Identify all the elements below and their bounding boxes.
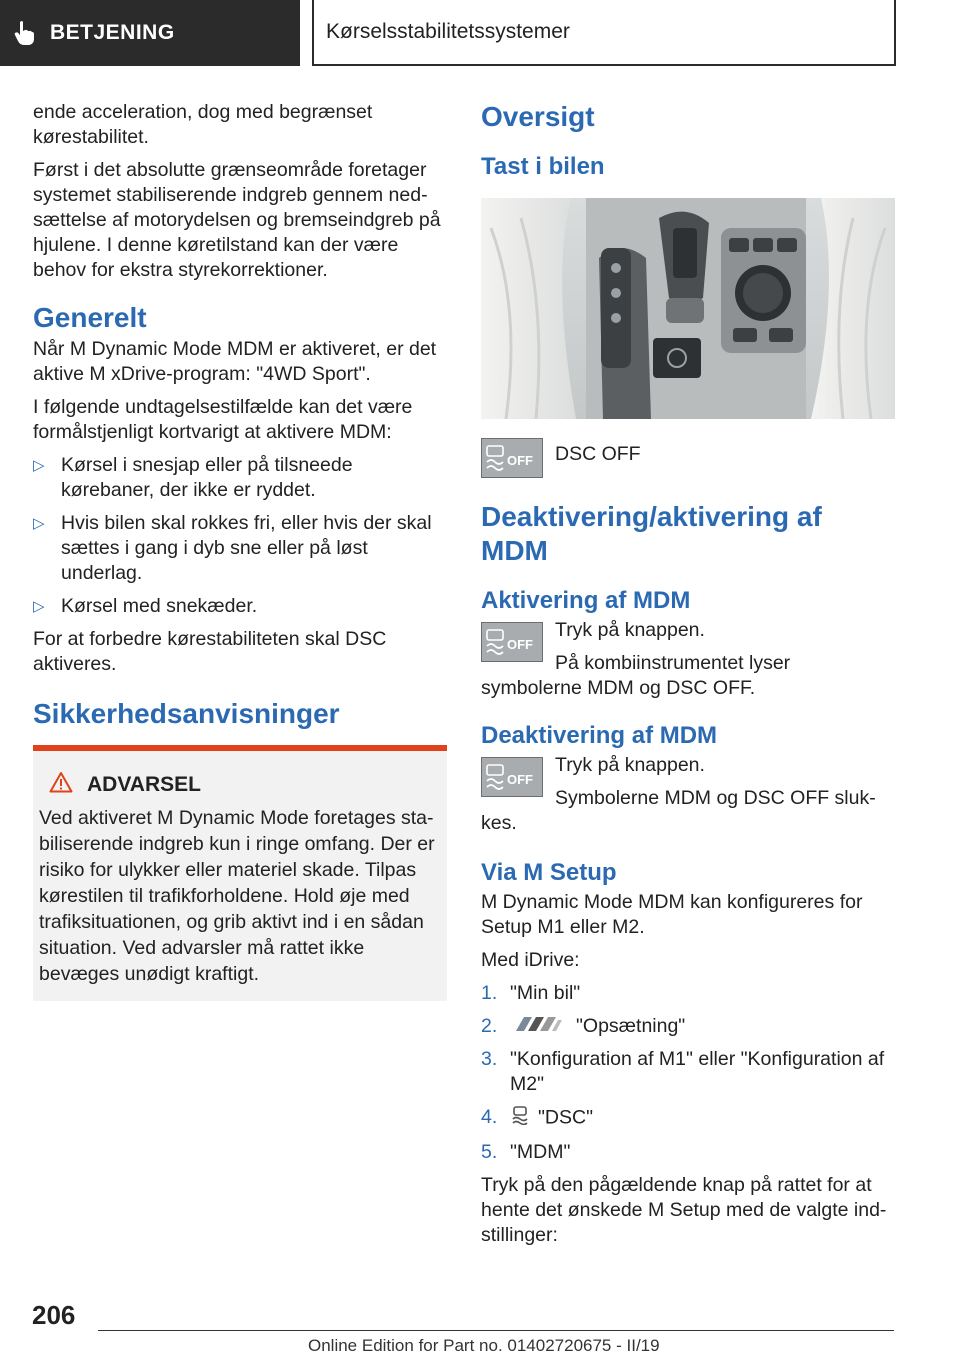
generelt-heading: Generelt [33,302,147,333]
dsc-car-icon [510,1105,530,1132]
m-stripes-icon [510,1014,568,1039]
list-item: 2. "Opsætning" [481,1014,895,1039]
deakt-heading: Deaktivering af MDM [481,722,718,749]
tast-heading: Tast i bilen [481,153,605,180]
aktivering-result: På kombiinstrumentet lyser symbolerne MDM og DSC OFF. [481,652,791,699]
generelt-paragraph-1: Når M Dynamic Mode MDM er aktiveret, er det aktive M xDrive-program: "4WD Sport". [33,338,437,385]
generelt-paragraph-2: I følgende undtagelsestilfælde kan det være formålstjenligt kortvarigt at aktivere MDM: [33,396,413,443]
exception-list [33,453,447,619]
oversigt-heading: Oversigt [481,101,595,132]
edition-text: Online Edition for Part no. 01402720675 - II/19 [308,1336,660,1355]
pointing-hand-icon [0,0,48,66]
chapter-title: Kørselsstabilitetssystemer [326,20,570,43]
dsc-off-row [481,438,895,478]
warning-title: ADVARSEL [39,771,435,799]
triangle-bullet-icon: ▷ [33,515,45,532]
list-item: 1. "Min bil" [481,982,581,1004]
dsc-off-button-icon [481,438,543,478]
idrive-label: Med iDrive: [481,949,580,971]
warning-text: Ved aktiveret M Dynamic Mode foretages stabiliserende indgreb kun i ringe omfang. Der er risiko for ulykker eller materiel skade. Tilpas kørestilen til trafikforholdene. Hold øje med trafiksituationen, og grib aktivt ind i en sådan situation. Ved advarsler må rattet ikke bevæges unødigt kraftigt. [39,807,435,985]
warning-box [33,745,447,1001]
triangle-bullet-icon: ▷ [33,457,45,474]
closing-paragraph: Tryk på den pågældende knap på rattet for at hente det ønskede M Setup med de valgte indstillinger: [481,1174,887,1247]
section-title: BETJENING [50,21,175,44]
deakt-block [481,753,895,836]
center-console-photo [481,198,895,419]
section-tab [0,0,300,66]
intro-paragraph-2: Først i det absolutte grænseområde foretager systemet stabiliserende indgreb gennem nedsættelse af motorydelsen og bremseindgreb på hjulene. I denne køretilstand kan der være behov for ekstra styrekorrektioner. [33,159,441,281]
list-item: 5. "MDM" [481,1141,571,1164]
dsc-off-button-icon [481,757,543,797]
list-item: 3. "Konfiguration af M1" eller "Konfiguration af M2" [481,1048,885,1096]
intro-paragraph-1: ende acceleration, dog med begrænset kørestabilitet. [33,101,373,148]
setup-heading: Via M Setup [481,859,617,886]
idrive-steps [481,981,895,1165]
left-column [33,100,447,1001]
svg-text:OFF: OFF [507,637,533,652]
svg-text:OFF: OFF [507,453,533,468]
list-item: ▷ Kørsel i snesjap eller på tilsneede kørebaner, der ikke er ryddet. [33,454,353,501]
svg-text:OFF: OFF [507,772,533,787]
deakt-akt-heading: Deaktivering/aktivering af MDM [481,501,822,566]
setup-paragraph: M Dynamic Mode MDM kan konfigureres for Setup M1 eller M2. [481,891,863,938]
list-item: ▷ Kørsel med snekæder. [33,595,258,617]
page-header [0,0,960,66]
warning-triangle-icon [49,771,73,799]
list-item: 4. "DSC" [481,1105,895,1132]
right-column [481,100,895,1256]
deakt-step: Tryk på knappen. [555,754,705,776]
aktivering-step: Tryk på knappen. [555,619,705,641]
aktivering-heading: Aktivering af MDM [481,587,691,614]
dsc-note: For at forbedre kørestabiliteten skal DSC aktiveres. [33,628,387,675]
safety-heading: Sikkerhedsanvisninger [33,698,340,729]
deakt-result: Symbolerne MDM og DSC OFF slukkes. [481,787,876,834]
page-number: 206 [32,1300,76,1330]
footer-divider [98,1330,894,1331]
triangle-bullet-icon: ▷ [33,598,45,615]
aktivering-block [481,618,895,701]
chapter-title-box [312,0,896,66]
dsc-off-label: DSC OFF [555,443,641,465]
list-item: ▷ Hvis bilen skal rokkes fri, eller hvis der skal sættes i gang i dyb sne eller på løst underlag. [33,512,432,584]
dsc-off-button-icon [481,622,543,662]
